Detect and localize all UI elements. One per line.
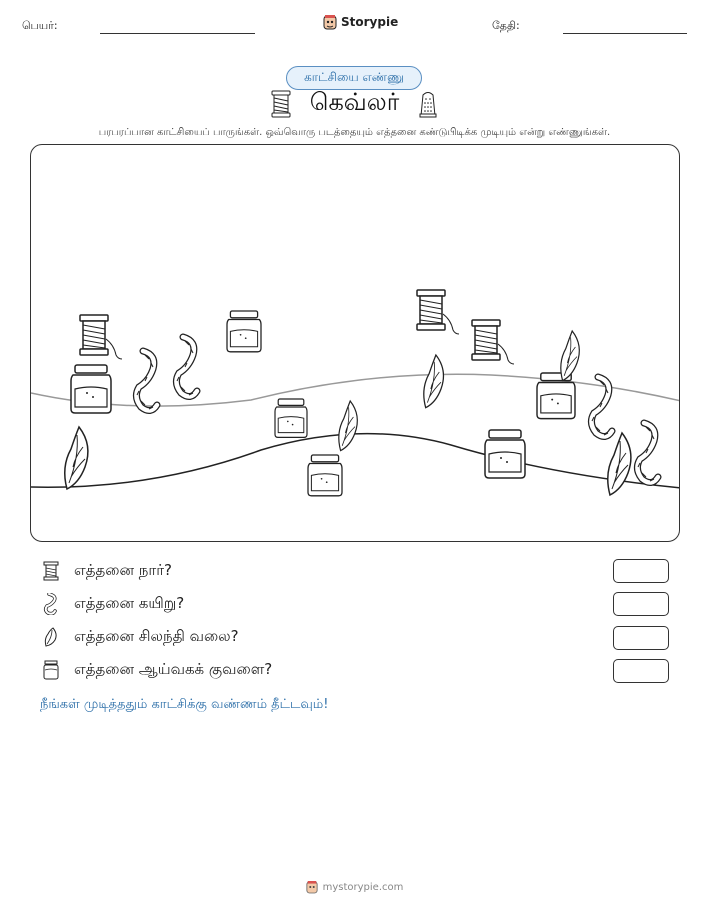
name-line[interactable]: [100, 33, 255, 34]
jar: [308, 455, 342, 496]
jar: [227, 311, 261, 352]
date-line[interactable]: [563, 33, 687, 34]
answer-box-jar[interactable]: [613, 659, 669, 683]
question-text: எத்தனை நார்?: [74, 561, 173, 579]
question-row-web: [40, 626, 239, 648]
scene-illustration: [31, 145, 680, 542]
spider-web: [339, 401, 358, 451]
jar: [71, 365, 111, 413]
thread-spool-icon: [270, 89, 292, 119]
activity-badge: காட்சியை எண்ணு: [286, 66, 422, 90]
question-text: எத்தனை சிலந்தி வலை?: [74, 627, 239, 645]
instructions: பரபரப்பான காட்சியைப் பாருங்கள். ஒவ்வொரு படத்தையும் எத்தனை கண்டுபிடிக்க முடியும் என்று எண்ணுங்கள்.: [98, 127, 611, 138]
name-label: பெயர்:: [22, 19, 58, 32]
question-row-jar: [40, 659, 272, 681]
brand-name: Storypie: [341, 15, 399, 29]
storypie-mascot-icon: [306, 880, 318, 894]
brand-logo: [323, 14, 398, 30]
jar: [275, 399, 307, 437]
answer-box-rope[interactable]: [613, 592, 669, 616]
question-row-thread: [40, 560, 172, 582]
counting-scene: [30, 144, 680, 542]
question-text: எத்தனை கயிறு?: [74, 594, 185, 612]
question-row-rope: [40, 593, 184, 615]
spider-web-icon: [40, 626, 62, 648]
footer: [0, 880, 709, 894]
thread-spool: [472, 320, 514, 364]
rope: [637, 423, 658, 483]
jar: [537, 373, 575, 419]
title-text: கெவ்லர்: [309, 88, 400, 116]
rope: [176, 337, 197, 397]
rope: [136, 351, 157, 411]
footer-site[interactable]: mystorypie.com: [322, 881, 404, 893]
spider-web: [608, 433, 631, 495]
coloring-note: நீங்கள் முடித்ததும் காட்சிக்கு வண்ணம் தீட்டவும்!: [40, 697, 329, 712]
rope-icon: [40, 593, 62, 615]
thread-spool: [80, 315, 122, 359]
answer-box-web[interactable]: [613, 626, 669, 650]
jar-icon: [40, 659, 62, 681]
date-label: தேதி:: [492, 19, 520, 32]
thread-spool: [417, 290, 459, 334]
spider-web: [424, 355, 444, 408]
page-title: [0, 88, 709, 119]
jar: [485, 430, 525, 478]
thimble-icon: [417, 89, 439, 119]
storypie-mascot-icon: [323, 14, 337, 30]
question-text: எத்தனை ஆய்வகக் குவளை?: [74, 660, 273, 678]
spider-web: [65, 427, 88, 489]
thread-spool-icon: [40, 560, 62, 582]
answer-box-thread[interactable]: [613, 559, 669, 583]
spider-web: [561, 331, 580, 381]
